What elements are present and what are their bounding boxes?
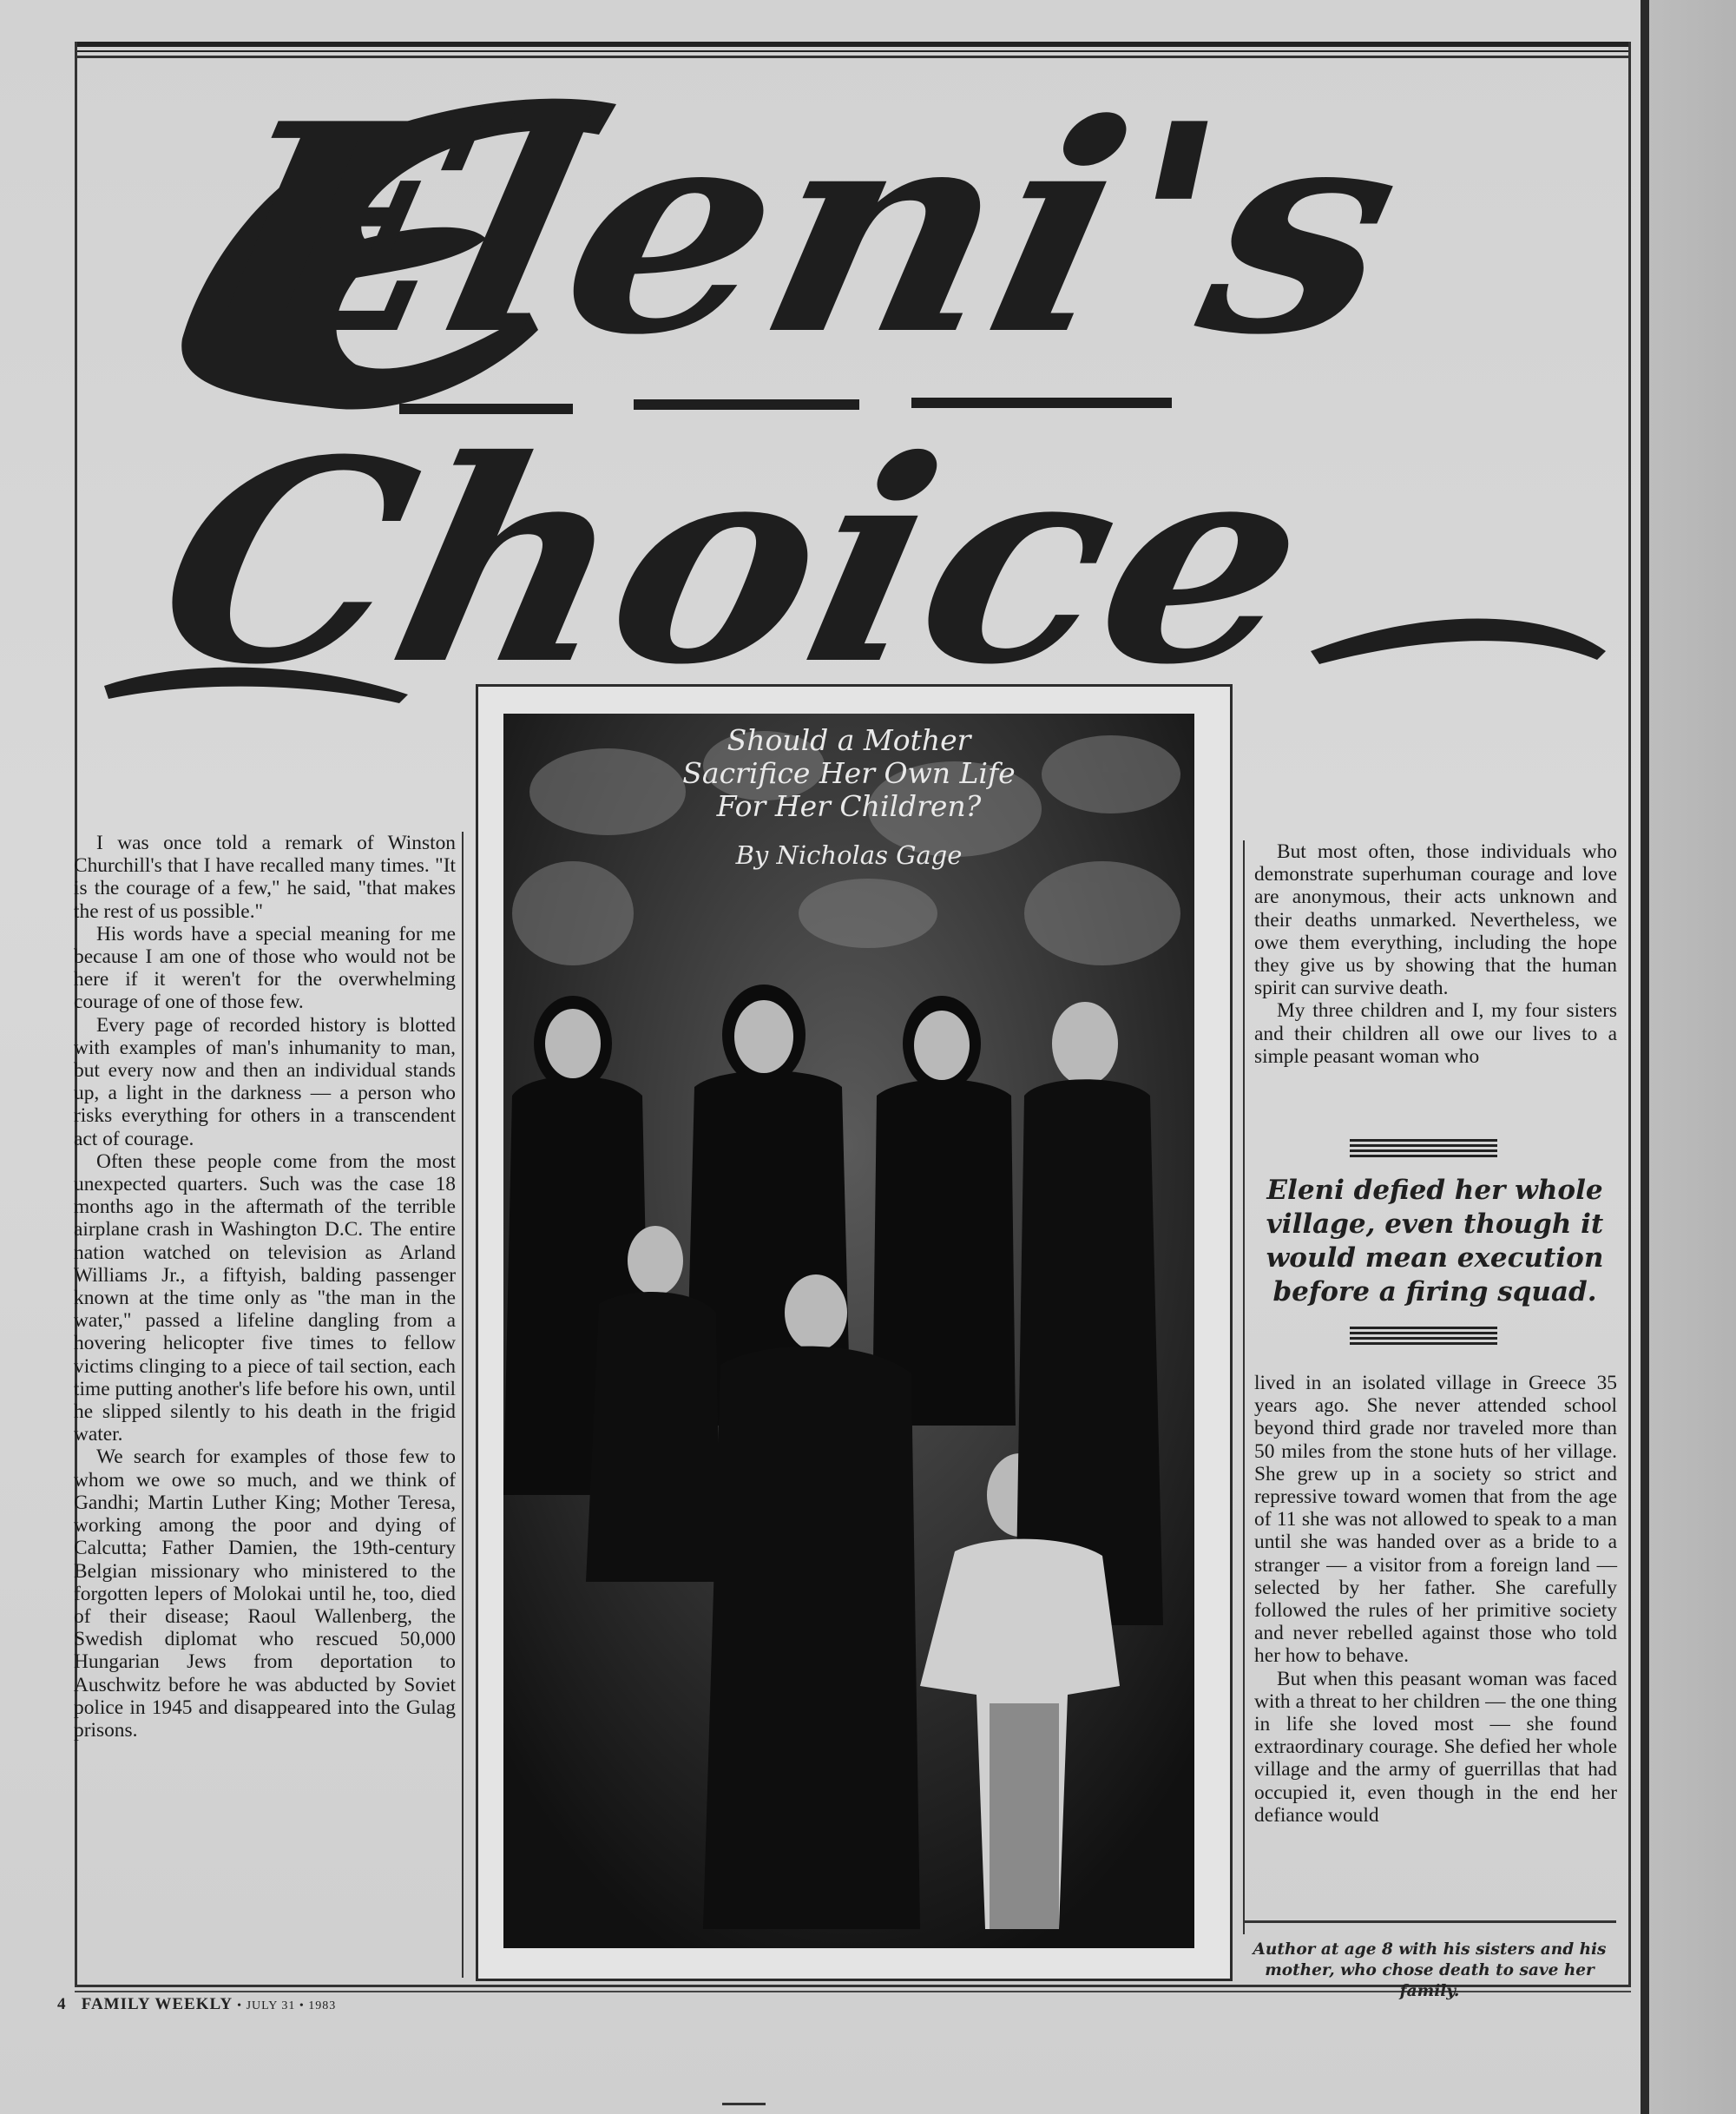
right-column-top [1254,840,1617,1068]
bottom-mark [722,2103,766,2105]
publication-name: FAMILY WEEKLY [81,1995,233,2013]
caption-rule [1243,1920,1616,1923]
deck-line: Should a Mother [727,723,971,757]
page-number: 4 [57,1995,67,2013]
left-column [74,832,456,1742]
deck-line: Sacrifice Her Own Life [682,756,1016,790]
left-paragraph: I was once told a remark of Winston Churchill's that I have recalled many times. "It is the courage of a few," he said, "that makes the rest of us possible." [74,832,456,923]
pullquote-rule-top [1350,1139,1497,1160]
deck-line: For Her Children? [716,789,982,823]
column-rule [462,832,464,1978]
page-footer: 4 FAMILY WEEKLY • JULY 31 • 1983 [57,1995,337,2013]
issue-date: JULY 31 • 1983 [246,1999,337,2012]
headline-choice: Choice [135,399,1264,712]
right-paragraph: But when this peasant woman was faced with a threat to her children — the one thing in life she loved most — she found extraordinary courage. She defied her whole village and the army of guerrillas that had occupied it, even though in the end her defiance would [1254,1667,1617,1827]
photo-caption: Author at age 8 with his sisters and his mother, who chose death to save her family. [1253,1940,1607,2000]
page-edge [1641,0,1736,2114]
headline-eleni: Eleni's [182,61,1330,398]
left-paragraph: We search for examples of those few to whom we owe so much, and we think of Gandhi; Martin Luther King; Mother Teresa, working among the poor and dying of Calcutta; Father Damien, the 19th-century Belgian missionary who ministered to the forgotten lepers of Molokai until he, too, died of their disease; Raoul Wallenberg, the Swedish diplomat who rescued 50,000 Hungarian Jews from deportation to Auschwitz before he was abducted by Soviet police in 1945 and disappeared into the Gulag prisons. [74,1446,456,1742]
headline [78,52,1641,712]
right-paragraph: But most often, those individuals who demonstrate superhuman courage and love are anonymous, their acts unknown and their deaths unmarked. Nevertheless, we owe them everything, including the hope they give us by showing that the human spirit can survive death. [1254,840,1617,1000]
top-rule [76,42,1630,52]
right-column-bottom [1254,1372,1617,1827]
right-paragraph: lived in an isolated village in Greece 35 years ago. She never attended school beyond third grade nor traveled more than 50 miles from the stone huts of her village. She grew up in a society so strict and repressive toward women that from the age of 11 she was not allowed to speak to a man until she was handed over as a bride to a stranger — a visitor from a foreign land — selected by her father. She carefully followed the rules of her primitive society and never rebelled against those who told her how to behave. [1254,1372,1617,1668]
family-photo [503,714,1194,1948]
column-rule [1243,840,1245,1934]
byline: By Nicholas Gage [735,840,963,870]
pullquote-rule-bottom [1350,1327,1497,1347]
left-paragraph: Often these people come from the most unexpected quarters. Such was the case 18 months ago in the aftermath of the terrible airplane crash in Washington D.C. The entire nation watched on television as Arland Williams Jr., a fiftyish, balding passenger known at the time only as "the man in the water," passed a lifeline dangling from a hovering helicopter five times to fellow victims clinging to a piece of tail section, each time putting another's life before his own, until he slipped silently to his death in the frigid water. [74,1149,456,1446]
pullquote: Eleni defied her whole village, even though it would mean execution before a firing squad. [1266,1175,1604,1307]
photo-deck [503,724,1194,872]
right-paragraph: My three children and I, my four sisters and their children all owe our lives to a simple peasant woman who [1254,999,1617,1068]
left-paragraph: His words have a special meaning for me because I am one of those who would not be here if it weren't for the overwhelming courage of one of those few. [74,922,456,1014]
left-paragraph: Every page of recorded history is blotted with examples of man's inhumanity to man, but every now and then an individual stands up, a light in the darkness — a person who risks everything for others in a transcendent act of courage. [74,1013,456,1150]
